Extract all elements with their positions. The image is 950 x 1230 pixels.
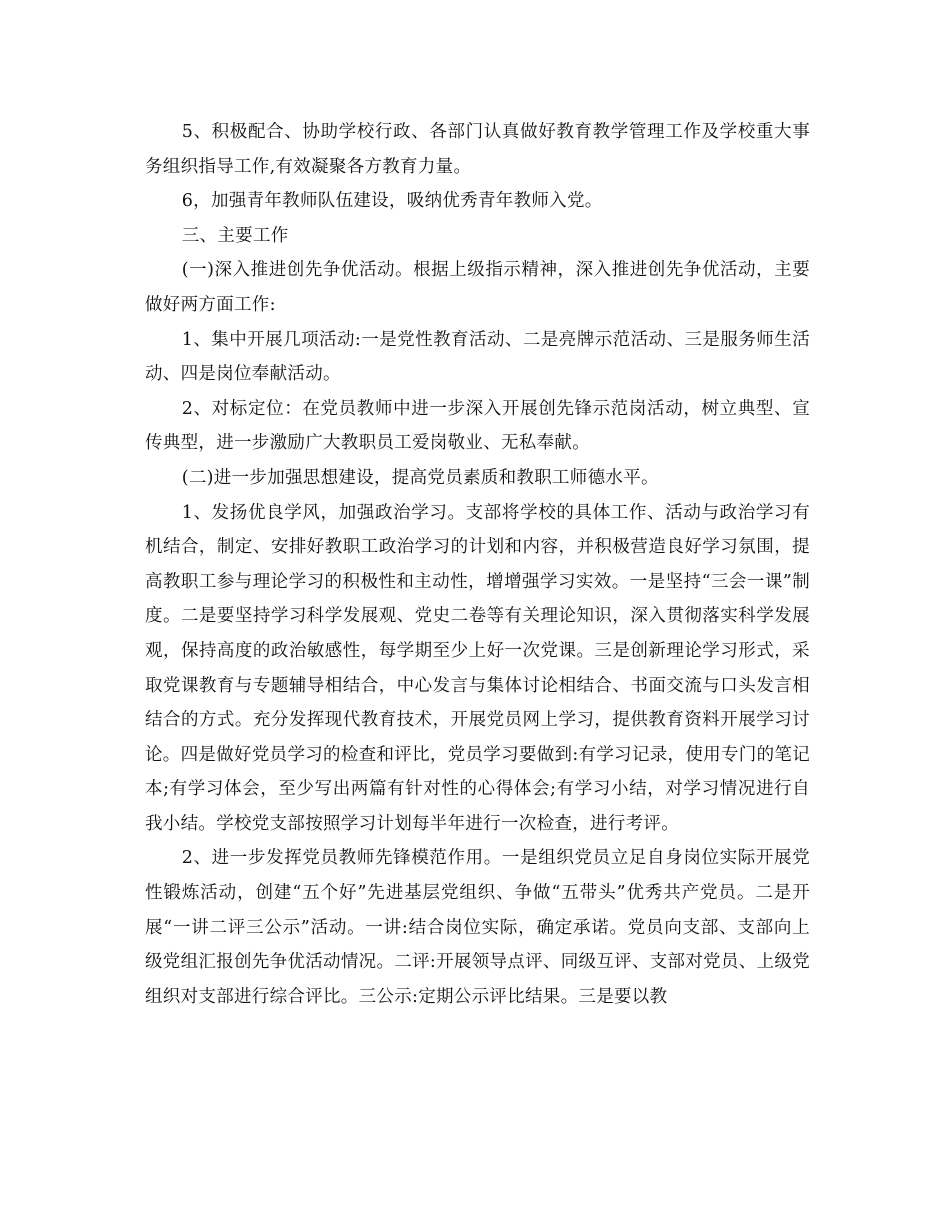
paragraph-activities: 1、集中开展几项活动:一是党性教育活动、二是亮牌示范活动、三是服务师生活动、四是岗位奉献活动。 bbox=[145, 329, 810, 385]
paragraph-vanguard: 2、进一步发挥党员教师先锋模范作用。一是组织党员立足自身岗位实际开展党性锻炼活动，创建“五个好”先进基层党组织、争做“五带头”优秀共产党员。二是开展“一讲二评三公示”活动。一讲:结合岗位实际，确定承诺。党员向支部、支部向上级党组汇报创先争优活动情况。二评:开展领导点评、同级互评、支部对党员、上级党组织对支部进行综合评比。三公示:定期公示评比结果。三是要以教 bbox=[145, 848, 810, 1007]
subsection-heading-2: (二)进一步加强思想建设，提高党员素质和教职工师德水平。 bbox=[181, 467, 659, 488]
paragraph-item-5: 5、积极配合、协助学校行政、各部门认真做好教育教学管理工作及学校重大事务组织指导工作,有效凝聚各方教育力量。 bbox=[145, 122, 810, 177]
paragraph-benchmark: 2、对标定位：在党员教师中进一步深入开展创先锋示范岗活动，树立典型、宣传典型，进一步激励广大教职员工爱岗敬业、无私奉献。 bbox=[145, 398, 810, 454]
paragraph-item-6: 6，加强青年教师队伍建设，吸纳优秀青年教师入党。 bbox=[181, 191, 603, 212]
section-heading-main-work: 三、主要工作 bbox=[181, 225, 289, 246]
document-body bbox=[145, 115, 810, 1014]
subsection-heading-1: (一)深入推进创先争优活动。根据上级指示精神，深入推进创先争优活动，主要做好两方面工作: bbox=[145, 260, 810, 315]
paragraph-study: 1、发扬优良学风，加强政治学习。支部将学校的具体工作、活动与政治学习有机结合，制定、安排好教职工政治学习的计划和内容，并积极营造良好学习氛围，提高教职工参与理论学习的积极性和主动性，增增强学习实效。一是坚持“三会一课”制度。二是要坚持学习科学发展观、党史二卷等有关理论知识，深入贯彻落实科学发展观，保持高度的政治敏感性，每学期至少上好一次党课。三是创新理论学习形式，采取党课教育与专题辅导相结合，中心发言与集体讨论相结合、书面交流与口头发言相结合的方式。充分发挥现代教育技术，开展党员网上学习，提供教育资料开展学习讨论。四是做好党员学习的检查和评比，党员学习要做到:有学习记录，使用专门的笔记本;有学习体会，至少写出两篇有针对性的心得体会;有学习小结，对学习情况进行自我小结。学校党支部按照学习计划每半年进行一次检查，进行考评。 bbox=[145, 502, 810, 834]
